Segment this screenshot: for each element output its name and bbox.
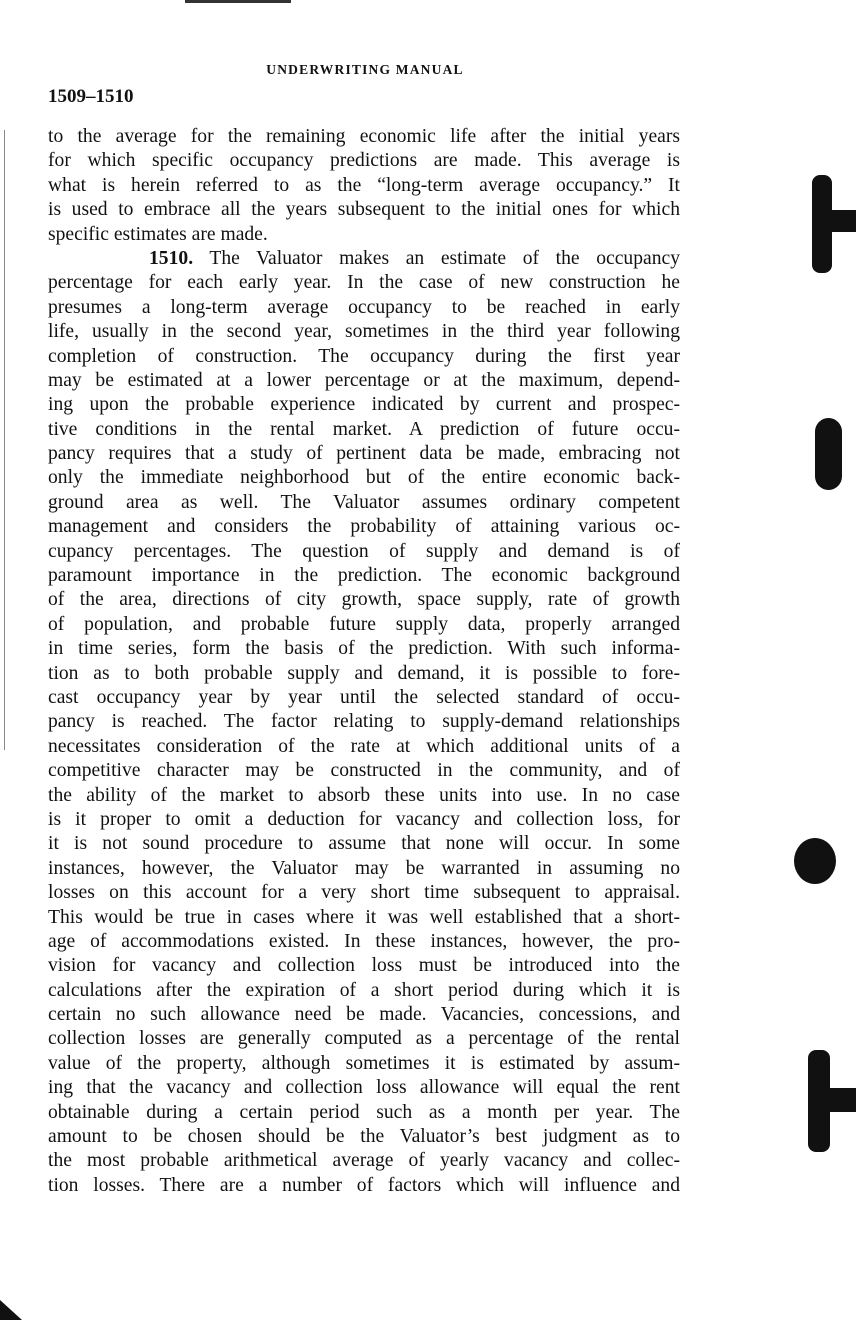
text-line bbox=[48, 418, 680, 442]
text-line bbox=[48, 637, 680, 661]
binder-hole-mark bbox=[815, 418, 842, 490]
text-line bbox=[48, 857, 680, 881]
text-line-content: competitive character may be constructed in the community, and of bbox=[48, 760, 680, 782]
text-line bbox=[48, 491, 680, 515]
text-line-content: the most probable arithmetical average of yearly vacancy and collec- bbox=[48, 1150, 680, 1172]
text-line bbox=[48, 759, 680, 783]
text-line-content: may be estimated at a lower percentage or at the maximum, depend- bbox=[48, 369, 680, 391]
text-line bbox=[48, 954, 680, 978]
text-line bbox=[48, 808, 680, 832]
text-line bbox=[48, 198, 680, 222]
text-line bbox=[48, 515, 680, 539]
text-line bbox=[48, 271, 680, 295]
text-line bbox=[48, 588, 680, 612]
text-line bbox=[48, 174, 680, 198]
text-line-content: the ability of the market to absorb these units into use. In no case bbox=[48, 784, 680, 806]
text-line bbox=[48, 979, 680, 1003]
text-line-content: calculations after the expiration of a short period during which it is bbox=[48, 979, 680, 1001]
text-line bbox=[48, 906, 680, 930]
text-line bbox=[48, 686, 680, 710]
text-line-content: ground area as well. The Valuator assumes ordinary competent bbox=[48, 491, 680, 513]
body-text bbox=[48, 125, 680, 1198]
text-line-content: presumes a long-term average occupancy to be reached in early bbox=[48, 296, 680, 318]
text-line-content: paramount importance in the prediction. The economic background bbox=[48, 565, 680, 587]
text-line-content: of the area, directions of city growth, space supply, rate of growth bbox=[48, 589, 680, 611]
text-line bbox=[48, 1052, 680, 1076]
text-line bbox=[48, 125, 680, 149]
text-line bbox=[48, 1174, 680, 1198]
text-line-content: cupancy percentages. The question of supply and demand is of bbox=[48, 540, 680, 562]
text-line-content: tion losses. There are a number of factors which will influence and bbox=[48, 1174, 680, 1196]
text-line-content: what is herein referred to as the “long-term average occupancy.” It bbox=[48, 174, 680, 196]
text-line-content: collection losses are generally computed as a percentage of the rental bbox=[48, 1028, 680, 1050]
text-line-content: This would be true in cases where it was well established that a short- bbox=[48, 906, 680, 928]
text-line bbox=[48, 149, 680, 173]
text-line bbox=[48, 881, 680, 905]
running-title: UNDERWRITING MANUAL bbox=[266, 62, 464, 77]
text-line-content: management and considers the probability of attaining various oc- bbox=[48, 516, 680, 538]
text-line bbox=[48, 1076, 680, 1100]
text-line-content: for which specific occupancy predictions are made. This average is bbox=[48, 150, 680, 172]
text-line-content: cast occupancy year by year until the selected standard of occu- bbox=[48, 686, 680, 708]
section-range: 1509–1510 bbox=[48, 86, 134, 107]
text-line bbox=[48, 1003, 680, 1027]
text-line bbox=[48, 393, 680, 417]
text-line-content: is used to embrace all the years subsequent to the initial ones for which bbox=[48, 199, 680, 221]
text-line-content: amount to be chosen should be the Valuator’s best judgment as to bbox=[48, 1126, 680, 1148]
text-line bbox=[48, 1125, 680, 1149]
text-line bbox=[48, 784, 680, 808]
text-line bbox=[48, 613, 680, 637]
binder-hole-mark bbox=[826, 1088, 856, 1112]
text-line-content: losses on this account for a very short time subsequent to appraisal. bbox=[48, 882, 680, 904]
binder-hole-mark bbox=[794, 838, 836, 884]
text-line bbox=[48, 540, 680, 564]
text-line-content: ing that the vacancy and collection loss allowance will equal the rent bbox=[48, 1077, 680, 1099]
scan-edge-bar bbox=[185, 0, 291, 3]
text-line-content: only the immediate neighborhood but of the entire economic back- bbox=[48, 467, 680, 489]
text-line bbox=[48, 1149, 680, 1173]
text-line bbox=[48, 735, 680, 759]
text-line-content: The Valuator makes an estimate of the occupancy bbox=[209, 247, 681, 269]
text-line-content: necessitates consideration of the rate at which additional units of a bbox=[48, 735, 680, 757]
section-number: 1510. bbox=[149, 247, 194, 269]
text-line-content: percentage for each early year. In the case of new construction he bbox=[48, 272, 680, 294]
text-line-content: life, usually in the second year, sometimes in the third year following bbox=[48, 321, 680, 343]
text-line-content: of population, and probable future supply data, properly arranged bbox=[48, 613, 680, 635]
text-line-content: age of accommodations existed. In these instances, however, the pro- bbox=[48, 930, 680, 952]
binder-hole-mark bbox=[826, 210, 856, 232]
text-line bbox=[48, 466, 680, 490]
text-line-content: tion as to both probable supply and demand, it is possible to fore- bbox=[48, 662, 680, 684]
text-line-content: obtainable during a certain period such as a month per year. The bbox=[48, 1101, 680, 1123]
text-line-content: value of the property, although sometimes it is estimated by assum- bbox=[48, 1052, 680, 1074]
text-line-content: vision for vacancy and collection loss must be introduced into the bbox=[48, 955, 680, 977]
text-line bbox=[48, 832, 680, 856]
text-line bbox=[48, 369, 680, 393]
scan-margin-line bbox=[4, 130, 5, 750]
text-line-content: completion of construction. The occupancy during the first year bbox=[48, 345, 680, 367]
text-line-content: specific estimates are made. bbox=[48, 223, 268, 245]
text-line-content: it is not sound procedure to assume that none will occur. In some bbox=[48, 833, 680, 855]
text-line-content: ing upon the probable experience indicated by current and prospec- bbox=[48, 394, 680, 416]
text-line-content: instances, however, the Valuator may be warranted in assuming no bbox=[48, 857, 680, 879]
text-line bbox=[48, 247, 680, 271]
text-line bbox=[48, 1101, 680, 1125]
text-line-content: pancy is reached. The factor relating to supply-demand relationships bbox=[48, 711, 680, 733]
text-line-content: certain no such allowance need be made. Vacancies, concessions, and bbox=[48, 1004, 680, 1026]
text-line bbox=[48, 320, 680, 344]
text-line bbox=[48, 223, 680, 247]
text-line bbox=[48, 564, 680, 588]
text-line-content: in time series, form the basis of the prediction. With such informa- bbox=[48, 638, 680, 660]
text-line-content: to the average for the remaining economic life after the initial years bbox=[48, 126, 680, 147]
text-line bbox=[48, 296, 680, 320]
text-line bbox=[48, 710, 680, 734]
text-line bbox=[48, 662, 680, 686]
text-line bbox=[48, 442, 680, 466]
text-line bbox=[48, 1027, 680, 1051]
text-line bbox=[48, 930, 680, 954]
text-line-content: tive conditions in the rental market. A prediction of future occu- bbox=[48, 418, 680, 440]
scan-corner-mark bbox=[0, 1300, 22, 1320]
text-line-content: pancy requires that a study of pertinent data be made, embracing not bbox=[48, 443, 680, 465]
text-line bbox=[48, 345, 680, 369]
text-line-content: is it proper to omit a deduction for vacancy and collection loss, for bbox=[48, 808, 680, 830]
